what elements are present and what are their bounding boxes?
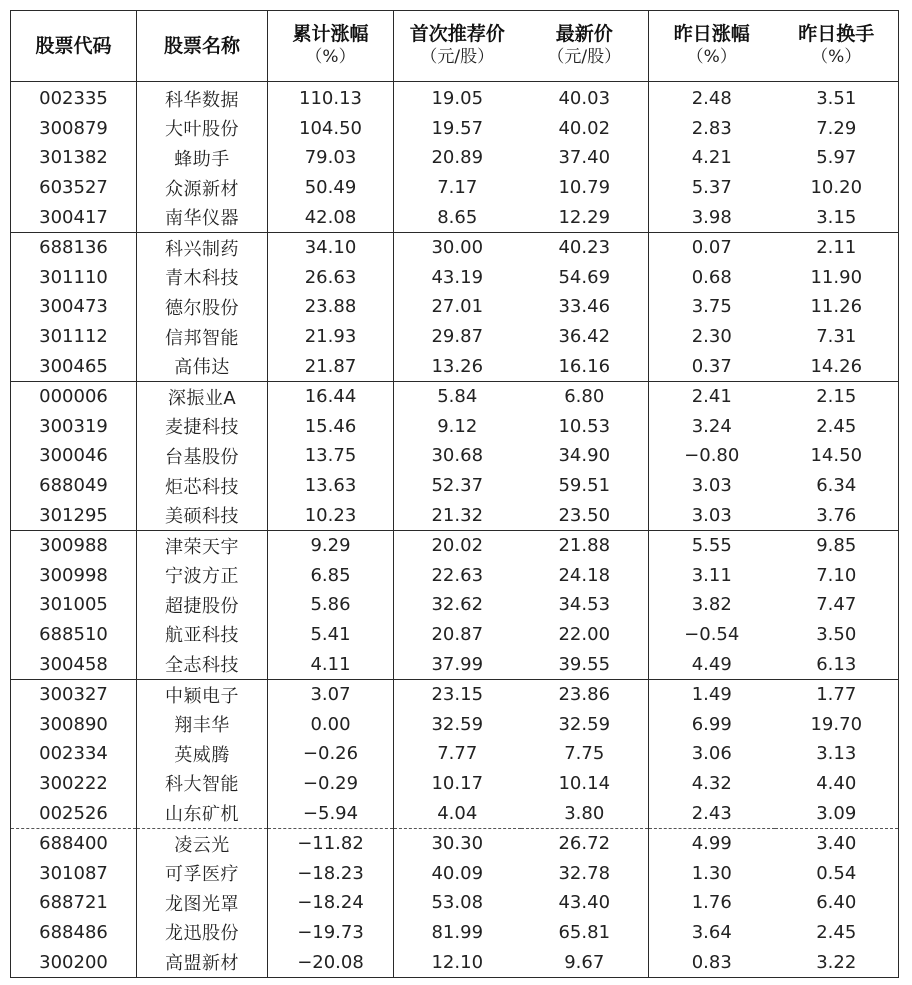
cell-latest-price: 16.16 bbox=[521, 351, 649, 381]
cell-first-recommend-price: 13.26 bbox=[394, 351, 521, 381]
cell-latest-price: 65.81 bbox=[521, 918, 649, 948]
cell-stock-name: 大叶股份 bbox=[137, 114, 268, 144]
cell-stock-name: 蜂助手 bbox=[137, 143, 268, 173]
cell-first-recommend-price: 20.89 bbox=[431, 147, 484, 169]
table-header bbox=[11, 11, 899, 82]
table-row bbox=[11, 620, 899, 650]
cell-yesterday-gain: 5.37 bbox=[691, 177, 732, 199]
header-cumulative-gain bbox=[268, 11, 394, 82]
cell-latest-price: 10.79 bbox=[521, 173, 649, 203]
cell-first-recommend-price: 20.02 bbox=[431, 535, 484, 557]
cell-first-recommend-price: 8.65 bbox=[394, 202, 521, 232]
cell-yesterday-turnover: 7.29 bbox=[816, 117, 857, 139]
table-row bbox=[11, 590, 899, 620]
header-title: 股票名称 bbox=[163, 34, 240, 57]
table-row bbox=[11, 143, 899, 173]
cell-cumulative-gain: 26.63 bbox=[268, 263, 394, 293]
header-first-recommend-price bbox=[394, 11, 521, 82]
cell-yesterday-turnover: 1.77 bbox=[816, 684, 857, 706]
cell-yesterday-gain: 2.48 bbox=[691, 88, 732, 110]
cell-stock-code: 301295 bbox=[11, 500, 137, 530]
cell-latest-price: 9.67 bbox=[521, 947, 649, 977]
cell-cumulative-gain: 50.49 bbox=[268, 173, 394, 203]
cell-cumulative-gain: 4.11 bbox=[268, 649, 394, 679]
cell-yesterday-gain: 0.68 bbox=[691, 266, 732, 288]
cell-yesterday-turnover: 0.54 bbox=[816, 862, 857, 884]
cell-cumulative-gain: 5.86 bbox=[268, 590, 394, 620]
cell-stock-code: 002334 bbox=[11, 739, 137, 769]
cell-stock-name: 青木科技 bbox=[137, 263, 268, 293]
cell-first-recommend-price: 27.01 bbox=[431, 296, 484, 318]
cell-stock-code: 300458 bbox=[11, 649, 137, 679]
table-row bbox=[11, 709, 899, 739]
cell-first-recommend-price: 19.05 bbox=[431, 88, 484, 110]
cell-latest-price: 40.03 bbox=[521, 82, 649, 114]
cell-stock-name: 麦捷科技 bbox=[137, 412, 268, 442]
cell-cumulative-gain: 16.44 bbox=[268, 381, 394, 411]
cell-yesterday-gain: 1.76 bbox=[691, 892, 732, 914]
table-row bbox=[11, 530, 899, 560]
cell-stock-code: 300319 bbox=[11, 412, 137, 442]
cell-stock-code: 300473 bbox=[11, 292, 137, 322]
cell-yesterday-turnover: 11.26 bbox=[810, 296, 863, 318]
table-row bbox=[11, 82, 899, 114]
cell-yesterday-gain: 6.99 bbox=[691, 713, 732, 735]
cell-cumulative-gain: 79.03 bbox=[268, 143, 394, 173]
cell-cumulative-gain: −18.24 bbox=[268, 888, 394, 918]
cell-cumulative-gain: −5.94 bbox=[268, 798, 394, 828]
header-yesterday-gain bbox=[649, 11, 775, 82]
cell-latest-price: 12.29 bbox=[521, 202, 649, 232]
cell-first-recommend-price: 30.00 bbox=[431, 237, 484, 259]
cell-yesterday-turnover: 3.13 bbox=[816, 743, 857, 765]
cell-stock-code: 301382 bbox=[11, 143, 137, 173]
header-title: 股票代码 bbox=[35, 34, 112, 57]
cell-stock-name: 深振业A bbox=[137, 381, 268, 411]
cell-yesterday-turnover: 4.40 bbox=[816, 772, 857, 794]
header-latest-price bbox=[521, 11, 649, 82]
cell-yesterday-turnover: 2.11 bbox=[816, 237, 857, 259]
cell-first-recommend-price: 20.87 bbox=[431, 623, 484, 645]
header-stock-name bbox=[137, 11, 268, 82]
cell-first-recommend-price: 10.17 bbox=[431, 772, 484, 794]
header-stock-code bbox=[11, 11, 137, 82]
cell-first-recommend-price: 7.77 bbox=[437, 743, 478, 765]
header-unit: （元/股） bbox=[547, 47, 622, 67]
cell-yesterday-turnover: 7.47 bbox=[816, 594, 857, 616]
cell-latest-price: 22.00 bbox=[521, 620, 649, 650]
cell-latest-price: 33.46 bbox=[521, 292, 649, 322]
cell-cumulative-gain: 0.00 bbox=[268, 709, 394, 739]
cell-yesterday-gain: 3.11 bbox=[691, 564, 732, 586]
cell-stock-code: 688049 bbox=[11, 471, 137, 501]
cell-yesterday-turnover: 2.45 bbox=[816, 921, 857, 943]
cell-yesterday-turnover: 19.70 bbox=[810, 713, 863, 735]
cell-stock-code: 688721 bbox=[11, 888, 137, 918]
cell-cumulative-gain: −19.73 bbox=[268, 918, 394, 948]
cell-cumulative-gain: −0.26 bbox=[268, 739, 394, 769]
cell-stock-code: 301087 bbox=[11, 858, 137, 888]
cell-yesterday-turnover: 2.45 bbox=[816, 415, 857, 437]
cell-yesterday-turnover: 3.09 bbox=[775, 798, 899, 828]
cell-cumulative-gain: −0.29 bbox=[268, 769, 394, 799]
cell-yesterday-gain: 3.24 bbox=[691, 415, 732, 437]
cell-cumulative-gain: 34.10 bbox=[268, 232, 394, 262]
cell-yesterday-turnover: 14.50 bbox=[810, 445, 863, 467]
cell-latest-price: 54.69 bbox=[521, 263, 649, 293]
cell-yesterday-gain: 0.37 bbox=[649, 351, 775, 381]
cell-stock-code: 002526 bbox=[11, 798, 137, 828]
table-row bbox=[11, 292, 899, 322]
table-row bbox=[11, 798, 899, 828]
cell-stock-name: 津荣天宇 bbox=[137, 530, 268, 560]
cell-stock-name: 山东矿机 bbox=[137, 798, 268, 828]
stock-table bbox=[10, 10, 899, 978]
cell-stock-code: 300998 bbox=[11, 561, 137, 591]
cell-stock-name: 信邦智能 bbox=[137, 322, 268, 352]
cell-yesterday-gain: 3.03 bbox=[649, 500, 775, 530]
cell-stock-code: 688136 bbox=[11, 232, 137, 262]
cell-latest-price: 6.80 bbox=[521, 381, 649, 411]
cell-latest-price: 43.40 bbox=[521, 888, 649, 918]
cell-stock-code: 688400 bbox=[11, 828, 137, 858]
cell-cumulative-gain: 13.63 bbox=[268, 471, 394, 501]
cell-stock-name: 龙迅股份 bbox=[137, 918, 268, 948]
cell-cumulative-gain: −11.82 bbox=[268, 828, 394, 858]
cell-first-recommend-price: 53.08 bbox=[431, 892, 484, 914]
cell-yesterday-turnover: 3.15 bbox=[775, 202, 899, 232]
table-row bbox=[11, 947, 899, 977]
header-row bbox=[11, 11, 899, 82]
cell-cumulative-gain: 10.23 bbox=[268, 500, 394, 530]
cell-stock-name: 科华数据 bbox=[137, 82, 268, 114]
cell-yesterday-turnover: 9.85 bbox=[816, 535, 857, 557]
cell-cumulative-gain: 110.13 bbox=[268, 82, 394, 114]
cell-first-recommend-price: 81.99 bbox=[431, 921, 484, 943]
cell-yesterday-turnover: 3.40 bbox=[816, 833, 857, 855]
cell-first-recommend-price: 32.62 bbox=[431, 594, 484, 616]
cell-latest-price: 59.51 bbox=[521, 471, 649, 501]
table-row bbox=[11, 649, 899, 679]
table-row bbox=[11, 828, 899, 858]
table-row bbox=[11, 351, 899, 381]
table-row bbox=[11, 322, 899, 352]
cell-yesterday-gain: 2.30 bbox=[691, 326, 732, 348]
cell-stock-name: 炬芯科技 bbox=[137, 471, 268, 501]
cell-yesterday-turnover: 14.26 bbox=[775, 351, 899, 381]
cell-stock-code: 000006 bbox=[11, 381, 137, 411]
cell-cumulative-gain: 21.87 bbox=[268, 351, 394, 381]
cell-yesterday-gain: −0.54 bbox=[684, 623, 740, 645]
cell-yesterday-gain: 3.98 bbox=[649, 202, 775, 232]
cell-stock-code: 688510 bbox=[11, 620, 137, 650]
cell-latest-price: 23.50 bbox=[521, 500, 649, 530]
cell-first-recommend-price: 4.04 bbox=[394, 798, 521, 828]
cell-latest-price: 23.86 bbox=[521, 679, 649, 709]
cell-stock-name: 全志科技 bbox=[137, 649, 268, 679]
table-row bbox=[11, 739, 899, 769]
cell-yesterday-turnover: 3.76 bbox=[775, 500, 899, 530]
cell-stock-name: 中颖电子 bbox=[137, 679, 268, 709]
cell-yesterday-turnover: 6.13 bbox=[775, 649, 899, 679]
header-title: 昨日换手 bbox=[798, 23, 875, 45]
cell-yesterday-turnover: 2.15 bbox=[816, 386, 857, 408]
cell-latest-price: 7.75 bbox=[521, 739, 649, 769]
cell-stock-code: 301112 bbox=[11, 322, 137, 352]
cell-first-recommend-price: 40.09 bbox=[431, 862, 484, 884]
cell-latest-price: 10.53 bbox=[521, 412, 649, 442]
cell-cumulative-gain: −18.23 bbox=[268, 858, 394, 888]
table-row bbox=[11, 918, 899, 948]
cell-stock-name: 台基股份 bbox=[137, 441, 268, 471]
header-title: 最新价 bbox=[555, 23, 613, 45]
table-row bbox=[11, 679, 899, 709]
cell-yesterday-gain: 3.06 bbox=[691, 743, 732, 765]
cell-first-recommend-price: 7.17 bbox=[437, 177, 478, 199]
cell-stock-name: 美硕科技 bbox=[137, 500, 268, 530]
cell-stock-name: 超捷股份 bbox=[137, 590, 268, 620]
cell-cumulative-gain: 15.46 bbox=[268, 412, 394, 442]
cell-yesterday-turnover: 11.90 bbox=[810, 266, 863, 288]
cell-yesterday-turnover: 3.22 bbox=[816, 951, 857, 973]
table-row bbox=[11, 114, 899, 144]
header-yesterday-turnover bbox=[775, 11, 899, 82]
cell-stock-name: 高伟达 bbox=[137, 351, 268, 381]
table-row bbox=[11, 500, 899, 530]
cell-first-recommend-price: 19.57 bbox=[431, 117, 484, 139]
cell-cumulative-gain: 13.75 bbox=[268, 441, 394, 471]
table-row bbox=[11, 769, 899, 799]
cell-first-recommend-price: 30.68 bbox=[431, 445, 484, 467]
cell-cumulative-gain: −20.08 bbox=[268, 947, 394, 977]
cell-yesterday-gain: 3.64 bbox=[691, 921, 732, 943]
table-row bbox=[11, 381, 899, 411]
cell-first-recommend-price: 5.84 bbox=[437, 386, 478, 408]
header-title: 首次推荐价 bbox=[409, 23, 505, 45]
cell-stock-code: 603527 bbox=[11, 173, 137, 203]
cell-first-recommend-price: 37.99 bbox=[394, 649, 521, 679]
cell-stock-code: 300327 bbox=[11, 679, 137, 709]
cell-stock-name: 众源新材 bbox=[137, 173, 268, 203]
cell-stock-name: 凌云光 bbox=[137, 828, 268, 858]
table-row bbox=[11, 202, 899, 232]
table-row bbox=[11, 441, 899, 471]
header-unit: （元/股） bbox=[420, 47, 495, 67]
cell-latest-price: 3.80 bbox=[521, 798, 649, 828]
cell-cumulative-gain: 104.50 bbox=[268, 114, 394, 144]
cell-yesterday-gain: 4.99 bbox=[691, 833, 732, 855]
cell-first-recommend-price: 32.59 bbox=[431, 713, 484, 735]
cell-stock-name: 航亚科技 bbox=[137, 620, 268, 650]
cell-yesterday-turnover: 3.50 bbox=[816, 623, 857, 645]
cell-yesterday-turnover: 6.34 bbox=[816, 475, 857, 497]
cell-stock-code: 300890 bbox=[11, 709, 137, 739]
cell-first-recommend-price: 21.32 bbox=[394, 500, 521, 530]
cell-yesterday-gain: 1.30 bbox=[691, 862, 732, 884]
cell-stock-code: 300417 bbox=[11, 202, 137, 232]
cell-yesterday-turnover: 7.31 bbox=[816, 326, 857, 348]
header-unit: （%） bbox=[811, 47, 862, 67]
cell-yesterday-gain: 5.55 bbox=[691, 535, 732, 557]
cell-latest-price: 32.78 bbox=[521, 858, 649, 888]
cell-yesterday-gain: 1.49 bbox=[691, 684, 732, 706]
table-row bbox=[11, 173, 899, 203]
cell-first-recommend-price: 29.87 bbox=[431, 326, 484, 348]
cell-latest-price: 34.53 bbox=[521, 590, 649, 620]
cell-yesterday-gain: 3.03 bbox=[691, 475, 732, 497]
cell-stock-name: 可孚医疗 bbox=[137, 858, 268, 888]
cell-latest-price: 36.42 bbox=[521, 322, 649, 352]
header-unit: （%） bbox=[686, 47, 737, 67]
table-row bbox=[11, 263, 899, 293]
cell-stock-code: 300200 bbox=[11, 947, 137, 977]
cell-first-recommend-price: 9.12 bbox=[437, 415, 478, 437]
cell-first-recommend-price: 52.37 bbox=[431, 475, 484, 497]
cell-stock-name: 德尔股份 bbox=[137, 292, 268, 322]
table-row bbox=[11, 232, 899, 262]
cell-latest-price: 34.90 bbox=[521, 441, 649, 471]
table-row bbox=[11, 888, 899, 918]
cell-stock-name: 南华仪器 bbox=[137, 202, 268, 232]
cell-yesterday-gain: 3.82 bbox=[691, 594, 732, 616]
cell-yesterday-gain: 3.75 bbox=[691, 296, 732, 318]
cell-stock-code: 301005 bbox=[11, 590, 137, 620]
cell-stock-code: 300879 bbox=[11, 114, 137, 144]
cell-cumulative-gain: 5.41 bbox=[268, 620, 394, 650]
cell-latest-price: 39.55 bbox=[521, 649, 649, 679]
cell-stock-code: 300465 bbox=[11, 351, 137, 381]
header-title: 累计涨幅 bbox=[292, 23, 369, 45]
cell-stock-code: 300046 bbox=[11, 441, 137, 471]
cell-stock-name: 翔丰华 bbox=[137, 709, 268, 739]
cell-cumulative-gain: 3.07 bbox=[268, 679, 394, 709]
cell-latest-price: 10.14 bbox=[521, 769, 649, 799]
cell-latest-price: 32.59 bbox=[521, 709, 649, 739]
cell-yesterday-gain: 4.21 bbox=[691, 147, 732, 169]
table-body bbox=[11, 82, 899, 978]
cell-yesterday-turnover: 6.40 bbox=[816, 892, 857, 914]
table-row bbox=[11, 471, 899, 501]
cell-yesterday-gain: 2.43 bbox=[649, 798, 775, 828]
cell-stock-name: 高盟新材 bbox=[137, 947, 268, 977]
cell-stock-code: 301110 bbox=[11, 263, 137, 293]
cell-cumulative-gain: 42.08 bbox=[268, 202, 394, 232]
table-row bbox=[11, 412, 899, 442]
cell-first-recommend-price: 30.30 bbox=[431, 833, 484, 855]
cell-yesterday-gain: 0.83 bbox=[691, 951, 732, 973]
cell-yesterday-turnover: 3.51 bbox=[816, 88, 857, 110]
cell-cumulative-gain: 21.93 bbox=[268, 322, 394, 352]
cell-first-recommend-price: 23.15 bbox=[431, 684, 484, 706]
cell-latest-price: 21.88 bbox=[521, 530, 649, 560]
cell-latest-price: 37.40 bbox=[521, 143, 649, 173]
cell-stock-name: 宁波方正 bbox=[137, 561, 268, 591]
cell-yesterday-gain: 2.41 bbox=[691, 386, 732, 408]
cell-cumulative-gain: 23.88 bbox=[268, 292, 394, 322]
cell-first-recommend-price: 22.63 bbox=[431, 564, 484, 586]
cell-yesterday-turnover: 7.10 bbox=[816, 564, 857, 586]
cell-stock-name: 龙图光罩 bbox=[137, 888, 268, 918]
cell-stock-code: 300222 bbox=[11, 769, 137, 799]
cell-latest-price: 24.18 bbox=[521, 561, 649, 591]
cell-yesterday-gain: −0.80 bbox=[684, 445, 740, 467]
cell-first-recommend-price: 12.10 bbox=[431, 951, 484, 973]
cell-cumulative-gain: 9.29 bbox=[268, 530, 394, 560]
header-unit: （%） bbox=[305, 47, 356, 67]
cell-yesterday-gain: 4.49 bbox=[649, 649, 775, 679]
cell-latest-price: 26.72 bbox=[521, 828, 649, 858]
cell-stock-code: 688486 bbox=[11, 918, 137, 948]
cell-yesterday-turnover: 5.97 bbox=[816, 147, 857, 169]
header-title: 昨日涨幅 bbox=[673, 23, 750, 45]
cell-yesterday-gain: 0.07 bbox=[691, 237, 732, 259]
table-row bbox=[11, 561, 899, 591]
cell-stock-name: 英威腾 bbox=[137, 739, 268, 769]
cell-first-recommend-price: 43.19 bbox=[431, 266, 484, 288]
cell-stock-code: 002335 bbox=[11, 82, 137, 114]
cell-stock-name: 科兴制药 bbox=[137, 232, 268, 262]
cell-latest-price: 40.23 bbox=[521, 232, 649, 262]
cell-latest-price: 40.02 bbox=[521, 114, 649, 144]
cell-stock-name: 科大智能 bbox=[137, 769, 268, 799]
table-row bbox=[11, 858, 899, 888]
cell-yesterday-turnover: 10.20 bbox=[810, 177, 863, 199]
cell-yesterday-gain: 4.32 bbox=[691, 772, 732, 794]
cell-stock-code: 300988 bbox=[11, 530, 137, 560]
cell-yesterday-gain: 2.83 bbox=[691, 117, 732, 139]
cell-cumulative-gain: 6.85 bbox=[268, 561, 394, 591]
